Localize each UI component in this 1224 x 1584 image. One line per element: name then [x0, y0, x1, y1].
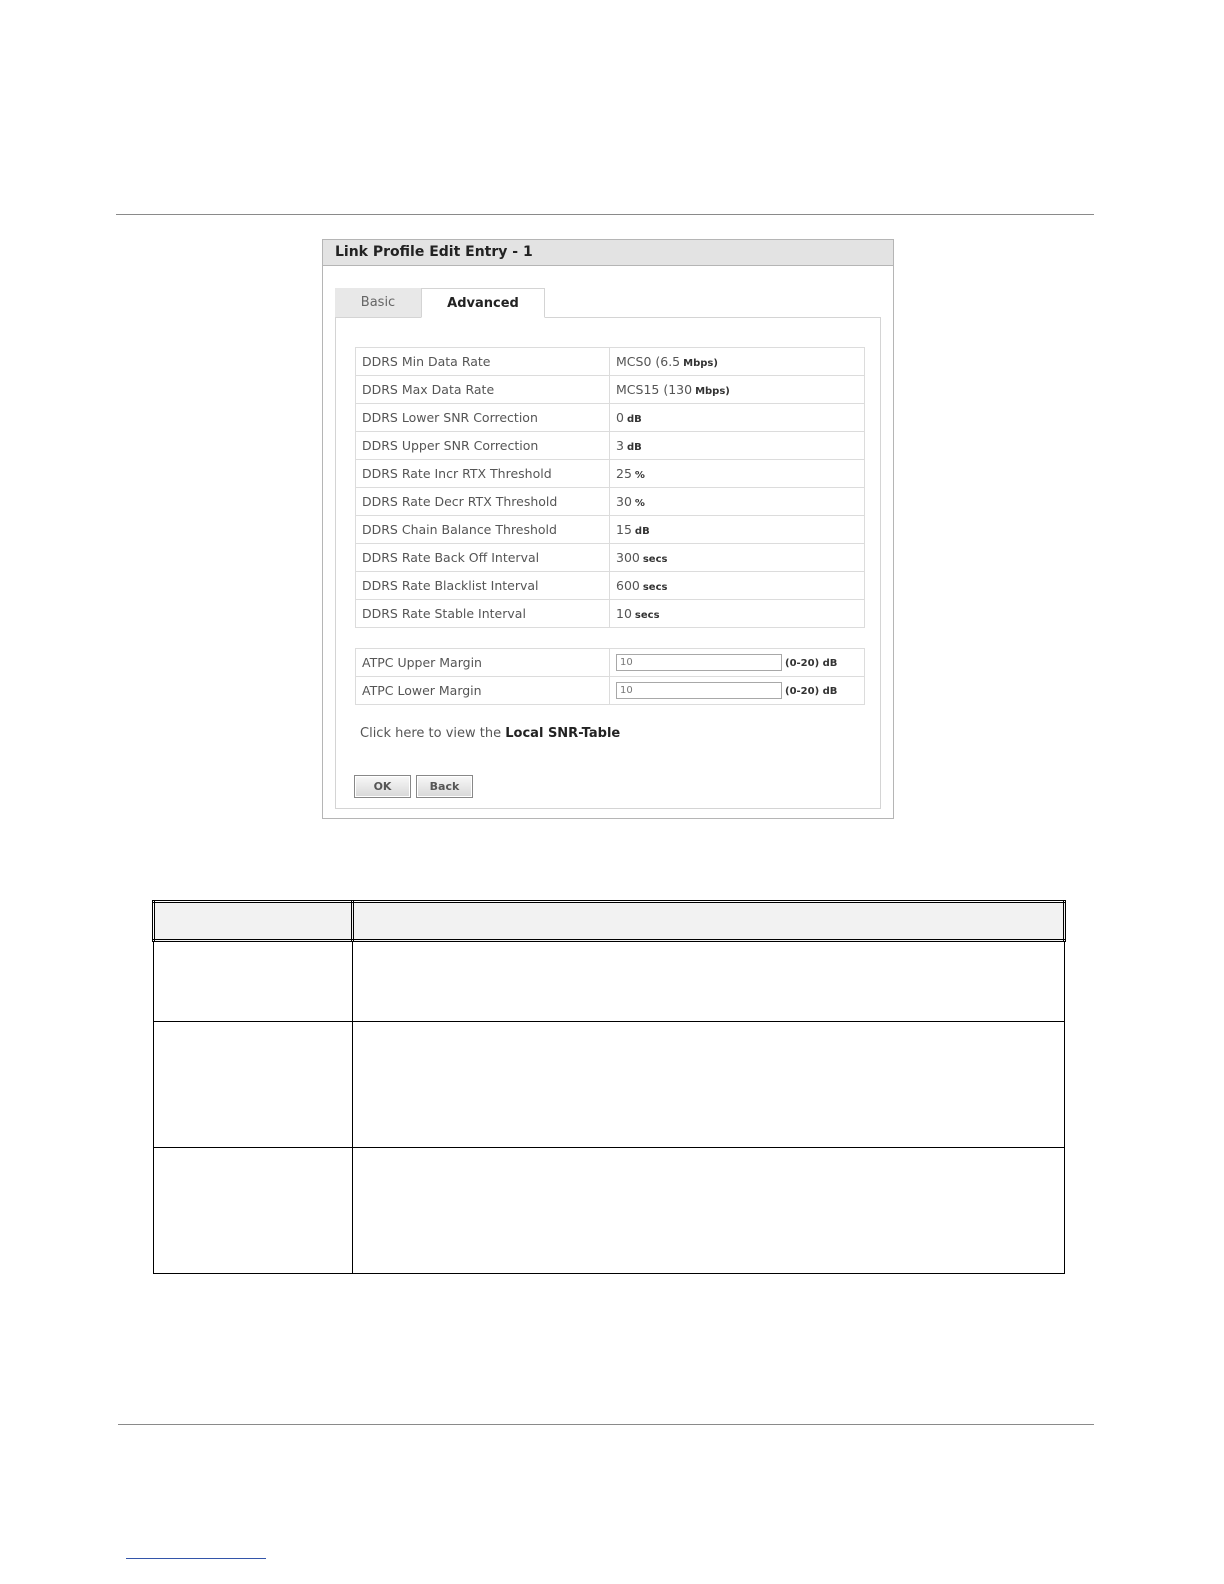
table-row — [356, 404, 865, 432]
atpc-settings-table — [355, 648, 865, 705]
ddrs-chain-balance-label: DDRS Chain Balance Threshold — [356, 516, 610, 544]
unit-text: % — [634, 498, 645, 509]
atpc-upper-margin-cell — [610, 649, 865, 677]
atpc-lower-margin-cell — [610, 677, 865, 705]
atpc-upper-margin-label: ATPC Upper Margin — [356, 649, 610, 677]
ddrs-min-data-rate-label: DDRS Min Data Rate — [356, 348, 610, 376]
table-row — [356, 572, 865, 600]
range-hint: (0-20) dB — [785, 686, 838, 697]
table-row — [356, 488, 865, 516]
table-cell — [353, 941, 1065, 1022]
description-table — [152, 900, 1066, 1274]
ddrs-rate-stable-value — [610, 600, 865, 628]
header-cell — [154, 902, 353, 941]
advanced-tab-content — [335, 317, 881, 809]
ddrs-rate-back-off-value — [610, 544, 865, 572]
ddrs-rate-back-off-label: DDRS Rate Back Off Interval — [356, 544, 610, 572]
tab-advanced[interactable]: Advanced — [421, 288, 545, 318]
value-text: 15 — [616, 522, 632, 537]
unit-text: dB — [626, 442, 642, 453]
table-row — [356, 600, 865, 628]
range-hint: (0-20) dB — [785, 658, 838, 669]
ddrs-rate-blacklist-value — [610, 572, 865, 600]
ddrs-rate-blacklist-label: DDRS Rate Blacklist Interval — [356, 572, 610, 600]
bottom-divider — [118, 1424, 1094, 1425]
value-text: MCS0 (6.5 — [616, 354, 681, 369]
table-row — [356, 460, 865, 488]
header-cell — [353, 902, 1065, 941]
unit-text: Mbps) — [695, 386, 730, 397]
value-text: 10 — [616, 606, 632, 621]
table-row — [356, 432, 865, 460]
table-row — [154, 941, 1065, 1022]
local-snr-table-link[interactable]: Local SNR-Table — [505, 726, 621, 741]
unit-text: secs — [642, 582, 668, 593]
value-text: 600 — [616, 578, 640, 593]
snr-hint-text: Click here to view the — [360, 726, 506, 741]
unit-text: secs — [642, 554, 668, 565]
table-row — [356, 376, 865, 404]
ddrs-rate-decr-rtx-value — [610, 488, 865, 516]
unit-text: dB — [626, 414, 642, 425]
link-profile-edit-panel — [322, 239, 894, 819]
footer-link-underline — [126, 1558, 266, 1559]
table-cell — [154, 1022, 353, 1148]
ddrs-lower-snr-correction-value — [610, 404, 865, 432]
ddrs-rate-incr-rtx-value — [610, 460, 865, 488]
table-row — [154, 1148, 1065, 1274]
value-text: 3 — [616, 438, 624, 453]
table-cell — [154, 941, 353, 1022]
ddrs-chain-balance-value — [610, 516, 865, 544]
ok-button[interactable]: OK — [354, 775, 411, 798]
ddrs-upper-snr-correction-label: DDRS Upper SNR Correction — [356, 432, 610, 460]
back-button[interactable]: Back — [416, 775, 473, 798]
ddrs-rate-decr-rtx-label: DDRS Rate Decr RTX Threshold — [356, 488, 610, 516]
ddrs-settings-table — [355, 347, 865, 628]
ddrs-max-data-rate-value — [610, 376, 865, 404]
value-text: 300 — [616, 550, 640, 565]
value-text: MCS15 (130 — [616, 382, 693, 397]
table-row — [356, 677, 865, 705]
unit-text: dB — [634, 526, 650, 537]
ddrs-rate-stable-label: DDRS Rate Stable Interval — [356, 600, 610, 628]
atpc-lower-margin-input[interactable] — [616, 682, 782, 699]
value-text: 0 — [616, 410, 624, 425]
ddrs-upper-snr-correction-value — [610, 432, 865, 460]
table-cell — [353, 1022, 1065, 1148]
unit-text: Mbps) — [683, 358, 718, 369]
ddrs-rate-incr-rtx-label: DDRS Rate Incr RTX Threshold — [356, 460, 610, 488]
table-row — [356, 649, 865, 677]
unit-text: % — [634, 470, 645, 481]
tab-basic[interactable]: Basic — [335, 288, 421, 318]
snr-table-hint — [360, 726, 620, 741]
table-cell — [353, 1148, 1065, 1274]
value-text: 30 — [616, 494, 632, 509]
table-row — [356, 544, 865, 572]
ddrs-min-data-rate-value — [610, 348, 865, 376]
table-cell — [154, 1148, 353, 1274]
unit-text: secs — [634, 610, 660, 621]
atpc-upper-margin-input[interactable] — [616, 654, 782, 671]
table-row — [356, 516, 865, 544]
table-row — [356, 348, 865, 376]
ddrs-max-data-rate-label: DDRS Max Data Rate — [356, 376, 610, 404]
table-header-row — [154, 902, 1065, 941]
ddrs-lower-snr-correction-label: DDRS Lower SNR Correction — [356, 404, 610, 432]
table-row — [154, 1022, 1065, 1148]
atpc-lower-margin-label: ATPC Lower Margin — [356, 677, 610, 705]
panel-title: Link Profile Edit Entry - 1 — [323, 240, 893, 266]
top-divider — [116, 214, 1094, 215]
value-text: 25 — [616, 466, 632, 481]
